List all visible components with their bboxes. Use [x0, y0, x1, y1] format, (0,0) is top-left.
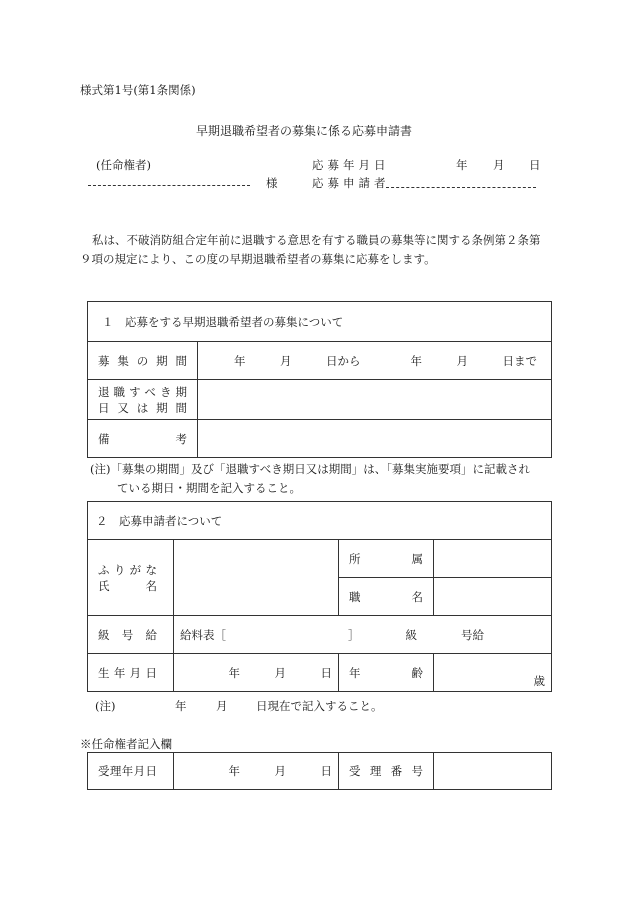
section2-note-month: 月: [216, 699, 228, 713]
page-title: 早期退職希望者の募集に係る応募申請書: [196, 124, 413, 138]
job-title-label: 職 名: [349, 589, 423, 604]
section2-note-prefix: (注): [95, 699, 116, 713]
section1-table: [87, 301, 552, 458]
received-date-label: 受理年月日: [98, 764, 157, 778]
grade-label: 級号給: [98, 627, 157, 642]
salary-table-suffix: ］: [348, 627, 360, 642]
section2-table: [87, 501, 552, 692]
period-label: 募集の期間: [98, 353, 187, 368]
job-title-label-cell: [339, 578, 434, 616]
name-value-cell[interactable]: [174, 540, 339, 616]
form-number: 様式第1号(第1条関係): [80, 83, 196, 97]
section3-heading: ※任命権者記入欄: [80, 737, 172, 751]
grade-value-cell[interactable]: [174, 616, 552, 654]
appointer-name-line[interactable]: [88, 185, 250, 186]
period-from: 年 月 日から: [234, 353, 361, 368]
affiliation-label-cell: [339, 540, 434, 578]
grade-unit: 級: [405, 627, 417, 642]
remarks-label-cell: [88, 420, 198, 458]
retire-label-line-1: 退職すべき期: [98, 384, 187, 399]
furigana-label: ふりがな: [98, 562, 157, 577]
section2-heading: ２ 応募申請者について: [88, 502, 552, 540]
remarks-value-cell[interactable]: [198, 420, 552, 458]
retire-label-line-2: 日又は期間: [98, 400, 187, 415]
retire-value-cell[interactable]: [198, 380, 552, 420]
age-label: 年 齢: [349, 665, 423, 680]
appointer-label: (任命権者): [96, 158, 151, 172]
job-title-value-cell[interactable]: [434, 578, 552, 616]
birth-value-cell[interactable]: [174, 654, 339, 692]
birth-value: 年 月 日: [228, 665, 332, 680]
name-label-cell: [88, 540, 174, 616]
grade-label-cell: [88, 616, 174, 654]
step-unit: 号給: [461, 627, 484, 642]
honorific-label: 様: [266, 176, 278, 190]
affiliation-label: 所 属: [349, 551, 423, 566]
received-number-value-cell[interactable]: [434, 753, 552, 790]
age-unit: 歳: [533, 674, 546, 688]
apply-date-label: 応募年月日: [312, 158, 390, 172]
section2-note-year: 年: [175, 699, 187, 713]
section1-note-line-2: ている期日・期間を記入すること。: [117, 481, 301, 495]
remarks-label: 備 考: [98, 431, 187, 446]
applicant-label: 応募申請者: [312, 176, 390, 190]
apply-date-month: 月: [493, 158, 505, 172]
retire-label-cell: [88, 380, 198, 420]
received-date-value: 年 月 日: [228, 764, 332, 778]
received-date-value-cell[interactable]: [174, 753, 339, 790]
name-label: 氏 名: [98, 578, 157, 593]
section2-note-tail: 日現在で記入すること。: [256, 699, 383, 713]
section1-note-line-1: (注)「募集の期間」及び「退職すべき期日又は期間」は、「募集実施要項」に記載され: [90, 462, 530, 476]
body-text-line-2: ９項の規定により、この度の早期退職希望者の募集に応募をします。: [80, 252, 436, 266]
apply-date-day: 日: [529, 158, 541, 172]
age-value-cell[interactable]: [434, 654, 552, 692]
period-value-cell[interactable]: [198, 342, 552, 380]
birth-label-cell: [88, 654, 174, 692]
received-number-label: 受理番号: [349, 764, 423, 778]
section1-heading: １ 応募をする早期退職希望者の募集について: [88, 302, 552, 342]
received-number-label-cell: [339, 753, 434, 790]
applicant-name-line[interactable]: [386, 187, 536, 188]
birth-label: 生年月日: [98, 665, 157, 680]
body-text-line-1: 私は、不破消防組合定年前に退職する意思を有する職員の募集等に関する条例第２条第: [92, 233, 541, 247]
received-date-label-cell: [88, 753, 174, 790]
salary-table-prefix: 給料表［: [180, 627, 226, 642]
section3-table: [87, 752, 552, 790]
period-to: 年 月 日まで: [410, 353, 537, 368]
apply-date-year: 年: [456, 158, 468, 172]
affiliation-value-cell[interactable]: [434, 540, 552, 578]
period-label-cell: [88, 342, 198, 380]
age-label-cell: [339, 654, 434, 692]
